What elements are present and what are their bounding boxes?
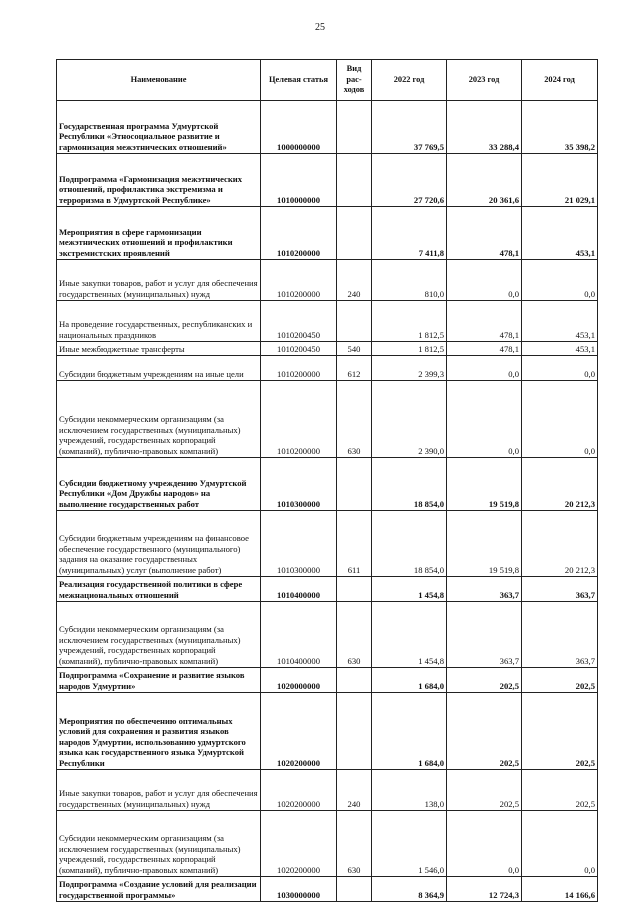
row-value-2023: 363,7 <box>447 577 522 602</box>
row-target-article: 1010200000 <box>261 260 337 301</box>
row-value-2022: 2 399,3 <box>372 356 447 381</box>
row-expense-type: 612 <box>337 356 372 381</box>
header-target-article: Целевая статья <box>261 60 337 101</box>
header-name: Наименование <box>57 60 261 101</box>
row-value-2023: 478,1 <box>447 207 522 260</box>
row-value-2023: 363,7 <box>447 602 522 668</box>
row-target-article: 1020200000 <box>261 693 337 770</box>
row-name: Иные закупки товаров, работ и услуг для обеспечения государственных (муниципальных) нужд <box>57 770 261 811</box>
table-row <box>57 770 598 811</box>
row-value-2022: 37 769,5 <box>372 101 447 154</box>
row-value-2024: 20 212,3 <box>522 458 598 511</box>
row-value-2023: 20 361,6 <box>447 154 522 207</box>
row-value-2022: 7 411,8 <box>372 207 447 260</box>
row-value-2024: 0,0 <box>522 811 598 877</box>
row-value-2022: 1 684,0 <box>372 693 447 770</box>
table-row <box>57 381 598 458</box>
table-row <box>57 511 598 577</box>
row-target-article: 1010300000 <box>261 511 337 577</box>
table-header-row <box>57 60 598 101</box>
table-row <box>57 668 598 693</box>
table-row <box>57 154 598 207</box>
table-row <box>57 342 598 356</box>
row-expense-type <box>337 101 372 154</box>
row-value-2022: 138,0 <box>372 770 447 811</box>
row-name: Субсидии некоммерческим организациям (за исключением государственных (муниципальных) учреждений, государственных корпораций (компаний), публично-правовых компаний) <box>57 811 261 877</box>
row-value-2023: 0,0 <box>447 381 522 458</box>
row-value-2023: 478,1 <box>447 342 522 356</box>
row-target-article: 1020000000 <box>261 668 337 693</box>
row-value-2022: 1 454,8 <box>372 577 447 602</box>
row-expense-type: 540 <box>337 342 372 356</box>
row-expense-type <box>337 877 372 902</box>
row-value-2022: 1 546,0 <box>372 811 447 877</box>
row-expense-type <box>337 301 372 342</box>
row-expense-type: 240 <box>337 770 372 811</box>
header-expense-type: Вид рас-ходов <box>337 60 372 101</box>
row-value-2023: 0,0 <box>447 260 522 301</box>
page-number: 25 <box>315 22 325 33</box>
row-value-2022: 1 684,0 <box>372 668 447 693</box>
row-value-2022: 18 854,0 <box>372 458 447 511</box>
table-row <box>57 693 598 770</box>
row-value-2024: 453,1 <box>522 342 598 356</box>
row-value-2023: 202,5 <box>447 668 522 693</box>
row-value-2023: 202,5 <box>447 770 522 811</box>
table-row <box>57 356 598 381</box>
row-value-2024: 202,5 <box>522 693 598 770</box>
row-value-2024: 35 398,2 <box>522 101 598 154</box>
row-value-2024: 21 029,1 <box>522 154 598 207</box>
row-name: Иные межбюджетные трансферты <box>57 342 261 356</box>
row-value-2023: 478,1 <box>447 301 522 342</box>
row-expense-type: 240 <box>337 260 372 301</box>
row-value-2022: 1 812,5 <box>372 301 447 342</box>
row-expense-type: 630 <box>337 811 372 877</box>
table-row <box>57 101 598 154</box>
row-target-article: 1020200000 <box>261 811 337 877</box>
row-value-2023: 19 519,8 <box>447 458 522 511</box>
row-value-2023: 19 519,8 <box>447 511 522 577</box>
row-value-2022: 1 812,5 <box>372 342 447 356</box>
row-value-2023: 202,5 <box>447 693 522 770</box>
row-expense-type: 611 <box>337 511 372 577</box>
row-value-2024: 20 212,3 <box>522 511 598 577</box>
header-year-2024: 2024 год <box>522 60 598 101</box>
row-name: Субсидии некоммерческим организациям (за исключением государственных (муниципальных) учреждений, государственных корпораций (компаний), публично-правовых компаний) <box>57 602 261 668</box>
row-name: Субсидии некоммерческим организациям (за исключением государственных (муниципальных) учреждений, государственных корпораций (компаний), публично-правовых компаний) <box>57 381 261 458</box>
row-name: Мероприятия в сфере гармонизации межэтнических отношений и профилактики экстремистских проявлений <box>57 207 261 260</box>
row-name: Иные закупки товаров, работ и услуг для обеспечения государственных (муниципальных) нужд <box>57 260 261 301</box>
row-value-2022: 18 854,0 <box>372 511 447 577</box>
row-expense-type <box>337 154 372 207</box>
row-value-2024: 363,7 <box>522 577 598 602</box>
row-value-2023: 0,0 <box>447 356 522 381</box>
row-target-article: 1010200450 <box>261 342 337 356</box>
header-year-2023: 2023 год <box>447 60 522 101</box>
row-value-2024: 202,5 <box>522 668 598 693</box>
table-row <box>57 301 598 342</box>
row-target-article: 1030000000 <box>261 877 337 902</box>
row-target-article: 1010400000 <box>261 602 337 668</box>
row-target-article: 1010400000 <box>261 577 337 602</box>
row-expense-type: 630 <box>337 602 372 668</box>
row-name: Реализация государственной политики в сфере межнациональных отношений <box>57 577 261 602</box>
table-row <box>57 207 598 260</box>
row-expense-type <box>337 207 372 260</box>
row-value-2024: 202,5 <box>522 770 598 811</box>
table-row <box>57 260 598 301</box>
row-name: Субсидии бюджетным учреждениям на иные цели <box>57 356 261 381</box>
row-value-2022: 27 720,6 <box>372 154 447 207</box>
row-expense-type <box>337 693 372 770</box>
row-value-2022: 8 364,9 <box>372 877 447 902</box>
table-row <box>57 877 598 902</box>
row-target-article: 1010000000 <box>261 154 337 207</box>
budget-table <box>56 59 598 902</box>
row-value-2023: 12 724,3 <box>447 877 522 902</box>
row-target-article: 1010200450 <box>261 301 337 342</box>
header-year-2022: 2022 год <box>372 60 447 101</box>
row-value-2024: 0,0 <box>522 381 598 458</box>
row-value-2024: 453,1 <box>522 207 598 260</box>
row-value-2022: 1 454,8 <box>372 602 447 668</box>
row-value-2023: 0,0 <box>447 811 522 877</box>
row-value-2022: 810,0 <box>372 260 447 301</box>
row-target-article: 1010200000 <box>261 356 337 381</box>
row-name: Субсидии бюджетным учреждениям на финансовое обеспечение государственного (муниципального) задания на оказание государственных (муниципальных) услуг (выполнение работ) <box>57 511 261 577</box>
row-target-article: 1010300000 <box>261 458 337 511</box>
row-name: Субсидии бюджетному учреждению Удмуртской Республики «Дом Дружбы народов» на выполнение государственных работ <box>57 458 261 511</box>
table-row <box>57 458 598 511</box>
table-row <box>57 577 598 602</box>
row-target-article: 1000000000 <box>261 101 337 154</box>
row-target-article: 1010200000 <box>261 207 337 260</box>
row-name: Подпрограмма «Гармонизация межэтнических отношений, профилактика экстремизма и терроризма в Удмуртской Республике» <box>57 154 261 207</box>
row-name: На проведение государственных, республиканских и национальных праздников <box>57 301 261 342</box>
row-target-article: 1020200000 <box>261 770 337 811</box>
row-value-2022: 2 390,0 <box>372 381 447 458</box>
row-name: Государственная программа Удмуртской Республики «Этносоциальное развитие и гармонизация межэтнических отношений» <box>57 101 261 154</box>
row-expense-type: 630 <box>337 381 372 458</box>
row-value-2023: 33 288,4 <box>447 101 522 154</box>
row-expense-type <box>337 458 372 511</box>
row-value-2024: 363,7 <box>522 602 598 668</box>
row-value-2024: 0,0 <box>522 260 598 301</box>
row-value-2024: 453,1 <box>522 301 598 342</box>
table-row <box>57 602 598 668</box>
row-expense-type <box>337 668 372 693</box>
row-name: Подпрограмма «Сохранение и развитие языков народов Удмуртии» <box>57 668 261 693</box>
row-value-2024: 0,0 <box>522 356 598 381</box>
row-name: Подпрограмма «Создание условий для реализации государственной программы» <box>57 877 261 902</box>
row-name: Мероприятия по обеспечению оптимальных условий для сохранения и развития языков народов Удмуртии, использованию удмуртского языка как государственного языка Удмуртской Республики <box>57 693 261 770</box>
row-expense-type <box>337 577 372 602</box>
row-value-2024: 14 166,6 <box>522 877 598 902</box>
row-target-article: 1010200000 <box>261 381 337 458</box>
table-row <box>57 811 598 877</box>
